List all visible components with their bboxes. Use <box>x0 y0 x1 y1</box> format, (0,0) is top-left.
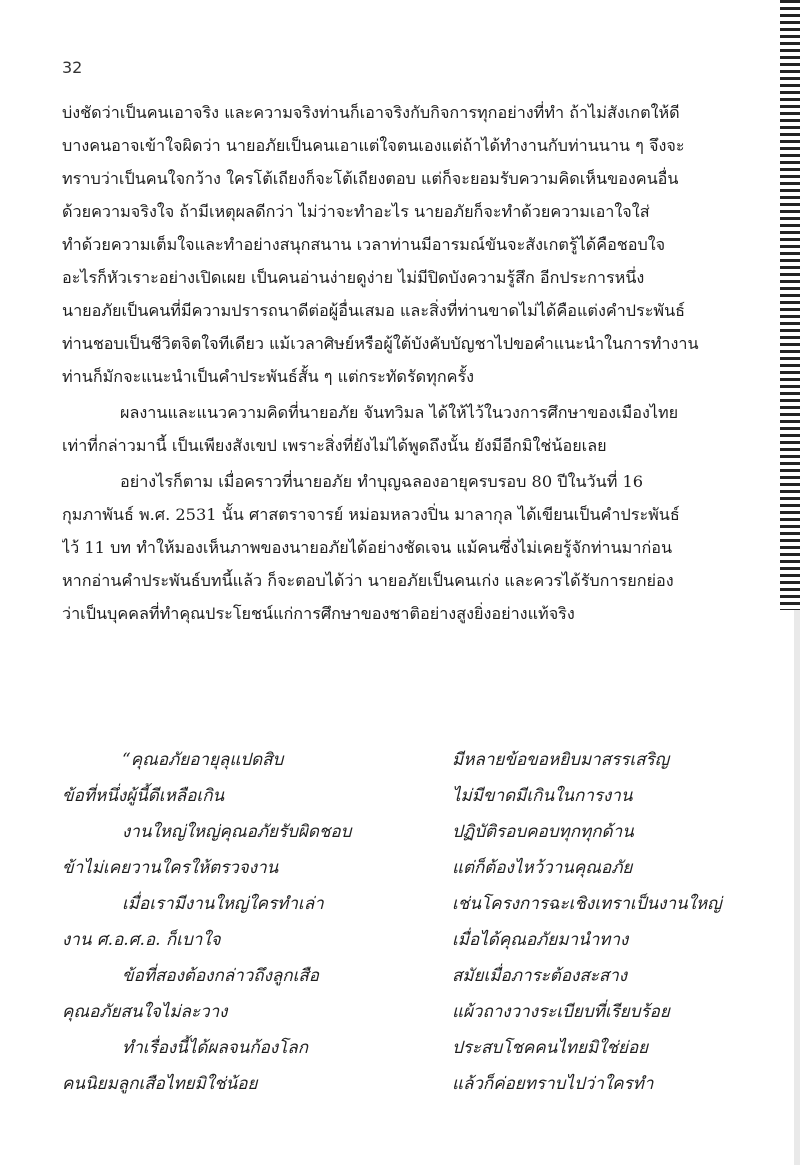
poem-line: มีหลายข้อขอหยิบมาสรรเสริญ <box>452 750 670 770</box>
text-line: ท่านชอบเป็นชีวิตจิตใจทีเดียว แม้เวลาศิษย์หรือผู้ใต้บังคับบัญชาไปขอคำแนะนำในการทำงาน <box>62 334 699 353</box>
scan-edge-shadow <box>794 610 800 1165</box>
poem-left-column <box>62 742 422 1102</box>
text-line: ทำด้วยความเต็มใจและทำอย่างสนุกสนาน เวลาท่านมีอารมณ์ขันจะสังเกตรู้ได้คือชอบใจ <box>62 235 666 254</box>
poem-line: ปฏิบัติรอบคอบทุกทุกด้าน <box>452 822 634 842</box>
poem-line: สมัยเมื่อภาระต้องสะสาง <box>452 966 628 986</box>
poem-line: “คุณอภัยอายุลุแปดสิบ <box>122 750 284 770</box>
text-line: หากอ่านคำประพันธ์บทนี้แล้ว ก็จะตอบได้ว่า นายอภัยเป็นคนเก่ง และควรได้รับการยกย่อง <box>62 571 674 590</box>
text-line: ทราบว่าเป็นคนใจกว้าง ใครโต้เถียงก็จะโต้เถียงตอบ แต่ก็จะยอมรับความคิดเห็นของคนอื่น <box>62 169 679 188</box>
poem-line: ข้อที่หนึ่งผู้นี้ดีเหลือเกิน <box>62 786 225 806</box>
poem-line: แผ้วถางวางระเบียบที่เรียบร้อย <box>452 1002 670 1022</box>
poem-line: งาน ศ.อ.ศ.อ. ก็เบาใจ <box>62 930 221 950</box>
poem-line: แล้วก็ค่อยทราบไปว่าใครทำ <box>452 1074 654 1094</box>
text-line: ไว้ 11 บท ทำให้มองเห็นภาพของนายอภัยได้อย่างชัดเจน แม้คนซึ่งไม่เคยรู้จักท่านมาก่อน <box>62 538 673 557</box>
text-line: บางคนอาจเข้าใจผิดว่า นายอภัยเป็นคนเอาแต่ใจตนเองแต่ถ้าได้ทำงานกับท่านนาน ๆ จึงจะ <box>62 136 685 155</box>
body-text <box>62 96 752 630</box>
text-line: บ่งชัดว่าเป็นคนเอาจริง และความจริงท่านก็เอาจริงกับกิจการทุกอย่างที่ทำ ถ้าไม่สังเกตให้ดี <box>62 103 680 122</box>
poem-line: ข้าไม่เคยวานใครให้ตรวจงาน <box>62 858 279 878</box>
poem-line: แต่ก็ต้องไหว้วานคุณอภัย <box>452 858 633 878</box>
text-line: กุมภาพันธ์ พ.ศ. 2531 นั้น ศาสตราจารย์ หม่อมหลวงปิ่น มาลากุล ได้เขียนเป็นคำประพันธ์ <box>62 505 680 524</box>
poem-line: ประสบโชคคนไทยมิใช่ย่อย <box>452 1038 649 1058</box>
poem-line: งานใหญ่ใหญ่คุณอภัยรับผิดชอบ <box>122 822 352 842</box>
page-number: 32 <box>62 58 83 77</box>
poem-line: เช่นโครงการฉะเชิงเทราเป็นงานใหญ่ <box>452 894 722 914</box>
poem-line: เมื่อได้คุณอภัยมานำทาง <box>452 930 629 950</box>
scan-edge-stripe <box>780 0 800 610</box>
poem-line: คุณอภัยสนใจไม่ละวาง <box>62 1002 228 1022</box>
poem-right-column <box>452 742 772 1102</box>
paragraph-2 <box>62 396 752 462</box>
text-line: ว่าเป็นบุคคลที่ทำคุณประโยชน์แก่การศึกษาของชาติอย่างสูงยิ่งอย่างแท้จริง <box>62 604 575 623</box>
paragraph-3 <box>62 465 752 630</box>
poem-line: ทำเรื่องนี้ได้ผลจนก้องโลก <box>122 1038 309 1058</box>
text-line: ท่านก็มักจะแนะนำเป็นคำประพันธ์สั้น ๆ แต่กระทัดรัดทุกครั้ง <box>62 367 475 386</box>
text-line: ด้วยความจริงใจ ถ้ามีเหตุผลดีกว่า ไม่ว่าจะทำอะไร นายอภัยก็จะทำด้วยความเอาใจใส่ <box>62 202 650 221</box>
text-line: นายอภัยเป็นคนที่มีความปรารถนาดีต่อผู้อื่นเสมอ และสิ่งที่ท่านขาดไม่ได้คือแต่งคำประพันธ์ <box>62 301 686 320</box>
text-line: เท่าที่กล่าวมานี้ เป็นเพียงสังเขป เพราะสิ่งที่ยังไม่ได้พูดถึงนั้น ยังมีอีกมิใช่น้อยเลย <box>62 436 607 455</box>
text-line: อย่างไรก็ตาม เมื่อคราวที่นายอภัย ทำบุญฉลองอายุครบรอบ 80 ปีในวันที่ 16 <box>120 472 644 491</box>
text-line: ผลงานและแนวความคิดที่นายอภัย จันทวิมล ได้ให้ไว้ในวงการศึกษาของเมืองไทย <box>120 403 679 422</box>
poem-line: คนนิยมลูกเสือไทยมิใช่น้อย <box>62 1074 258 1094</box>
poem-line: เมื่อเรามีงานใหญ่ใครทำเล่า <box>122 894 324 914</box>
poem-line: ไม่มีขาดมีเกินในการงาน <box>452 786 633 806</box>
paragraph-1 <box>62 96 752 393</box>
text-line: อะไรก็หัวเราะอย่างเปิดเผย เป็นคนอ่านง่ายดูง่าย ไม่มีปิดบังความรู้สึก อีกประการหนึ่ง <box>62 268 645 287</box>
poem-line: ข้อที่สองต้องกล่าวถึงลูกเสือ <box>122 966 319 986</box>
